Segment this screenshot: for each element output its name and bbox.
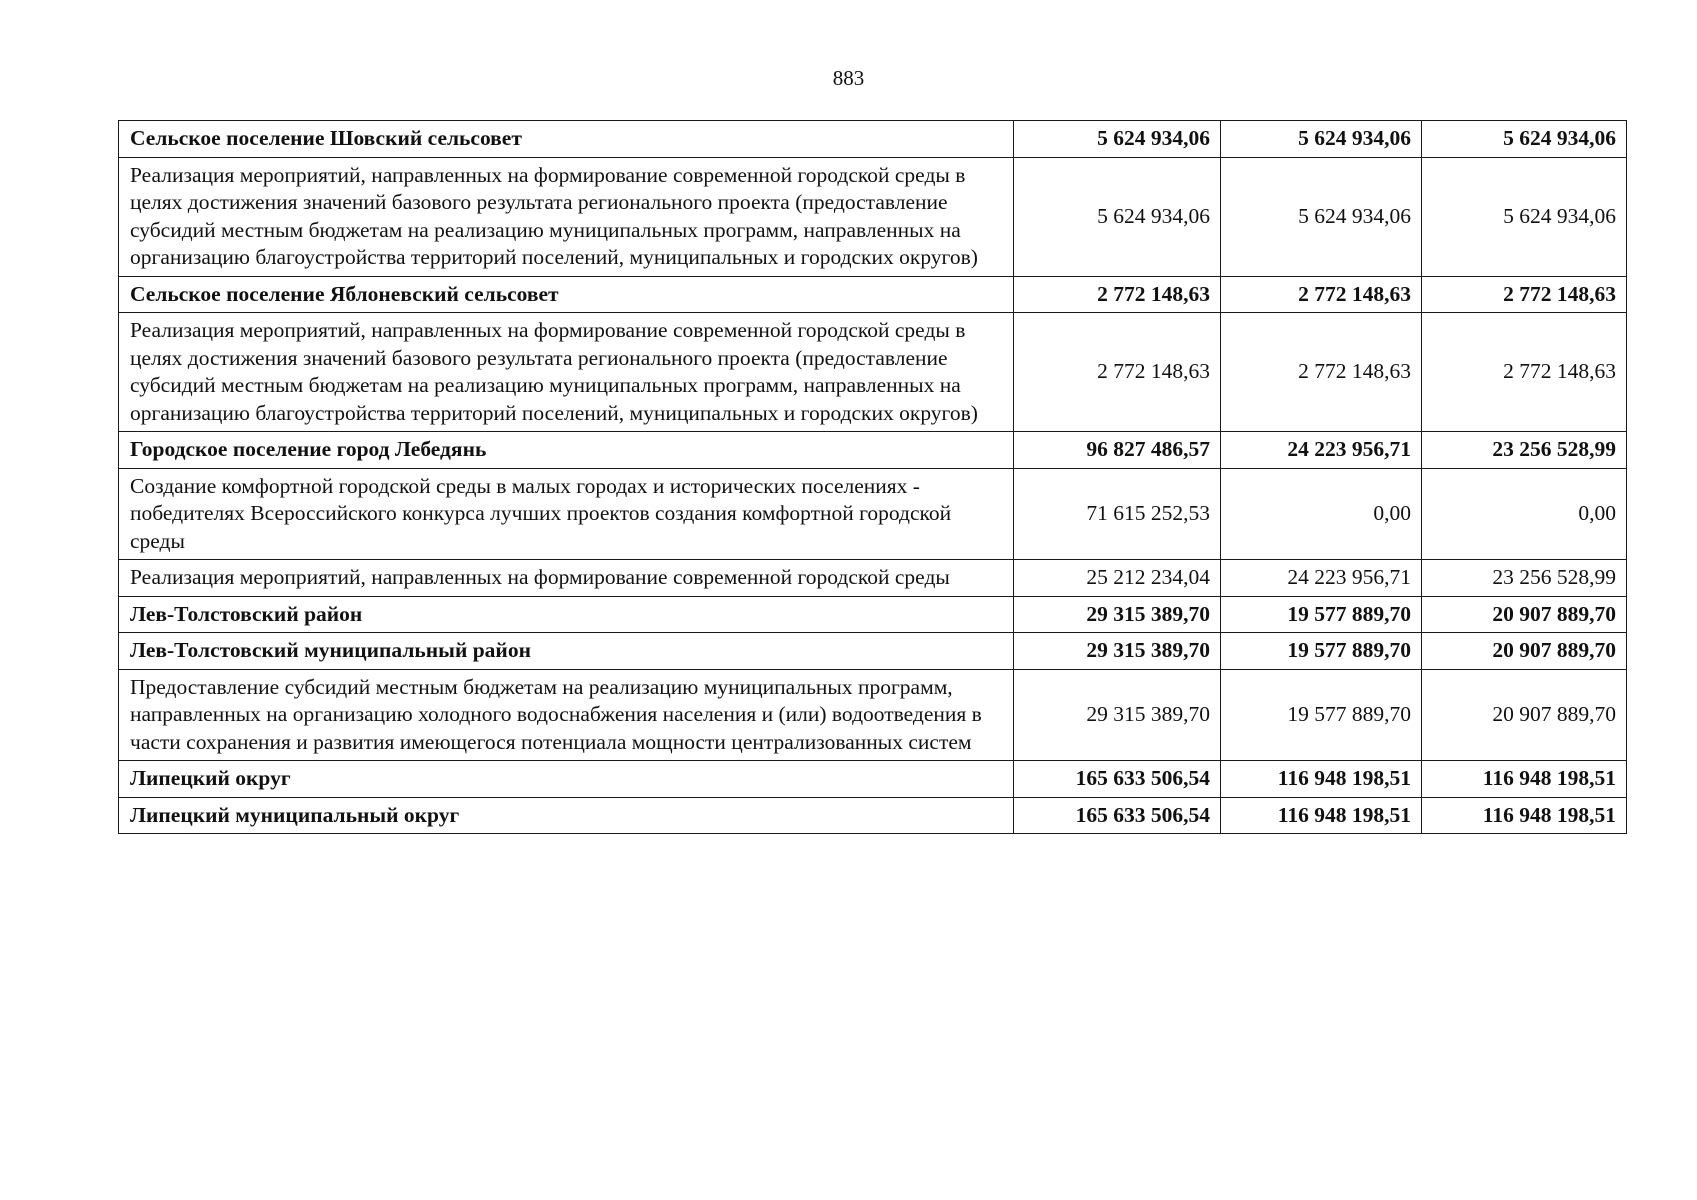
table-row-total xyxy=(119,276,1627,313)
row-value-2-cell: 24 223 956,71 xyxy=(1221,560,1422,597)
row-value-3-cell: 0,00 xyxy=(1422,468,1627,560)
row-name-cell: Липецкий округ xyxy=(119,761,1014,798)
row-name-cell: Липецкий муниципальный округ xyxy=(119,797,1014,834)
table-row xyxy=(119,669,1627,761)
row-value-1-cell: 2 772 148,63 xyxy=(1014,276,1221,313)
page-number: 883 xyxy=(832,66,865,90)
row-value-2-cell: 116 948 198,51 xyxy=(1221,761,1422,798)
row-name-cell: Сельское поселение Шовский сельсовет xyxy=(119,121,1014,158)
row-value-1-cell: 165 633 506,54 xyxy=(1014,761,1221,798)
row-value-1-cell: 29 315 389,70 xyxy=(1014,633,1221,670)
row-value-3-cell: 2 772 148,63 xyxy=(1422,276,1627,313)
table-row-total xyxy=(119,761,1627,798)
row-name-cell: Реализация мероприятий, направленных на формирование современной городской среды в целях достижения значений базового результата регионального проекта (предоставление субсидий местным бюджетам на реализацию муниципальных программ, направленных на организацию благоустройства территорий поселений, муниципальных и городских округов) xyxy=(119,313,1014,432)
row-value-3-cell: 116 948 198,51 xyxy=(1422,797,1627,834)
table-row-total xyxy=(119,633,1627,670)
table-body xyxy=(119,121,1627,834)
row-value-1-cell: 71 615 252,53 xyxy=(1014,468,1221,560)
row-value-3-cell: 23 256 528,99 xyxy=(1422,560,1627,597)
row-value-1-cell: 25 212 234,04 xyxy=(1014,560,1221,597)
table-row xyxy=(119,313,1627,432)
row-value-2-cell: 116 948 198,51 xyxy=(1221,797,1422,834)
table-row xyxy=(119,560,1627,597)
row-value-2-cell: 19 577 889,70 xyxy=(1221,596,1422,633)
row-value-2-cell: 24 223 956,71 xyxy=(1221,432,1422,469)
row-value-3-cell: 5 624 934,06 xyxy=(1422,157,1627,276)
row-value-1-cell: 29 315 389,70 xyxy=(1014,596,1221,633)
row-value-2-cell: 2 772 148,63 xyxy=(1221,276,1422,313)
row-name-cell: Городское поселение город Лебедянь xyxy=(119,432,1014,469)
row-value-2-cell: 5 624 934,06 xyxy=(1221,157,1422,276)
row-value-1-cell: 5 624 934,06 xyxy=(1014,121,1221,158)
row-value-1-cell: 96 827 486,57 xyxy=(1014,432,1221,469)
row-value-2-cell: 2 772 148,63 xyxy=(1221,313,1422,432)
row-value-2-cell: 19 577 889,70 xyxy=(1221,633,1422,670)
row-value-3-cell: 23 256 528,99 xyxy=(1422,432,1627,469)
table-row-total xyxy=(119,596,1627,633)
row-value-1-cell: 29 315 389,70 xyxy=(1014,669,1221,761)
table-row-total xyxy=(119,797,1627,834)
row-value-2-cell: 5 624 934,06 xyxy=(1221,121,1422,158)
row-value-2-cell: 0,00 xyxy=(1221,468,1422,560)
table-row xyxy=(119,468,1627,560)
row-value-3-cell: 20 907 889,70 xyxy=(1422,633,1627,670)
row-value-3-cell: 20 907 889,70 xyxy=(1422,596,1627,633)
row-value-2-cell: 19 577 889,70 xyxy=(1221,669,1422,761)
table-row-total xyxy=(119,121,1627,158)
row-name-cell: Сельское поселение Яблоневский сельсовет xyxy=(119,276,1014,313)
row-name-cell: Реализация мероприятий, направленных на формирование современной городской среды в целях достижения значений базового результата регионального проекта (предоставление субсидий местным бюджетам на реализацию муниципальных программ, направленных на организацию благоустройства территорий поселений, муниципальных и городских округов) xyxy=(119,157,1014,276)
row-value-1-cell: 5 624 934,06 xyxy=(1014,157,1221,276)
row-name-cell: Создание комфортной городской среды в малых городах и исторических поселениях - победителях Всероссийского конкурса лучших проектов создания комфортной городской среды xyxy=(119,468,1014,560)
row-name-cell: Лев-Толстовский район xyxy=(119,596,1014,633)
row-value-3-cell: 2 772 148,63 xyxy=(1422,313,1627,432)
budget-table xyxy=(118,120,1627,834)
table-row-total xyxy=(119,432,1627,469)
row-name-cell: Лев-Толстовский муниципальный район xyxy=(119,633,1014,670)
table-row xyxy=(119,157,1627,276)
row-name-cell: Предоставление субсидий местным бюджетам на реализацию муниципальных программ, направленных на организацию холодного водоснабжения населения и (или) водоотведения в части сохранения и развития имеющегося потенциала мощности централизованных систем xyxy=(119,669,1014,761)
row-value-3-cell: 116 948 198,51 xyxy=(1422,761,1627,798)
row-value-1-cell: 2 772 148,63 xyxy=(1014,313,1221,432)
row-value-3-cell: 5 624 934,06 xyxy=(1422,121,1627,158)
row-value-3-cell: 20 907 889,70 xyxy=(1422,669,1627,761)
row-name-cell: Реализация мероприятий, направленных на формирование современной городской среды xyxy=(119,560,1014,597)
row-value-1-cell: 165 633 506,54 xyxy=(1014,797,1221,834)
